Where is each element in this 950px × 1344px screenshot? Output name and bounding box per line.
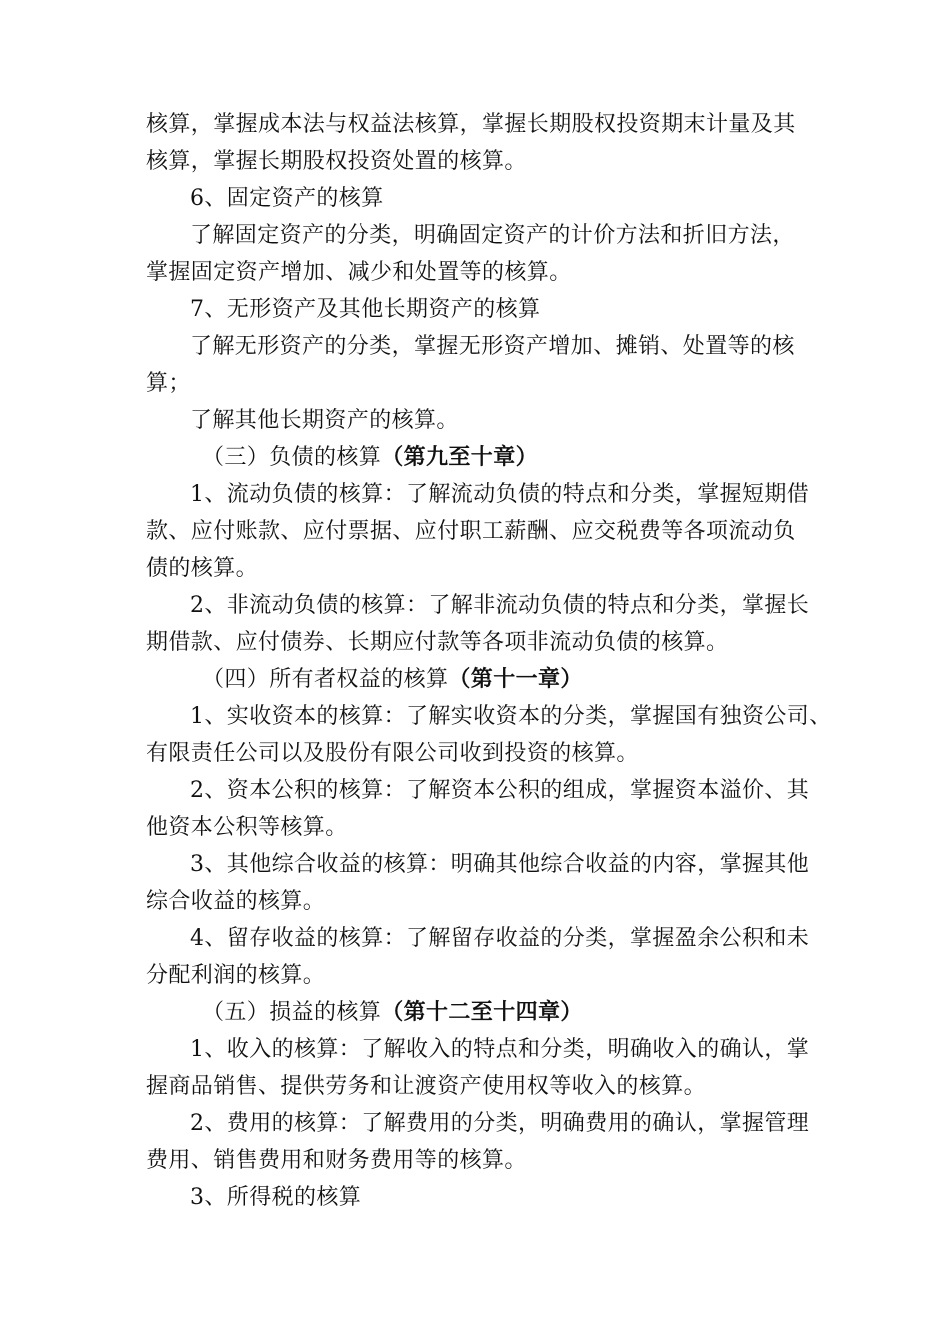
section-title: （三）负债的核算 [202,445,382,470]
item-heading-income-tax: 3、所得税的核算 [190,1185,362,1210]
paragraph-fixed-assets [146,217,816,291]
text-line: 2、资本公积的核算：了解资本公积的组成，掌握资本溢价、其 [190,778,810,803]
paragraph-other-comprehensive-income [146,846,816,920]
section-title: （四）所有者权益的核算 [202,667,449,692]
text-line: 有限责任公司以及股份有限公司收到投资的核算。 [146,741,639,766]
paragraph-intangible-assets [146,328,816,402]
text-line: 了解固定资产的分类，明确固定资产的计价方法和折旧方法， [190,223,795,248]
text-line: 3、其他综合收益的核算：明确其他综合收益的内容，掌握其他 [190,852,810,877]
text-line: 款、应付账款、应付票据、应付职工薪酬、应交税费等各项流动负 [146,519,796,544]
text-line: 综合收益的核算。 [146,889,326,914]
text-line: 核算，掌握长期股权投资处置的核算。 [146,149,527,174]
section-heading-profit-and-loss [146,994,816,1031]
section-heading-owners-equity [146,661,816,698]
paragraph-current-liabilities [146,476,816,587]
item-heading-intangible-assets: 7、无形资产及其他长期资产的核算 [190,297,541,322]
text-line: 算； [146,371,191,396]
item-heading-fixed-assets: 6、固定资产的核算 [190,186,384,211]
paragraph-other-long-term-assets: 了解其他长期资产的核算。 [190,408,459,433]
paragraph-long-term-equity-investment [146,106,816,180]
paragraph-capital-reserve [146,772,816,846]
text-line: 期借款、应付债券、长期应付款等各项非流动负债的核算。 [146,630,729,655]
paragraph-retained-earnings [146,920,816,994]
section-chapter-ref: （第十二至十四章） [381,999,583,1025]
paragraph-revenue [146,1031,816,1105]
text-line: 2、费用的核算：了解费用的分类，明确费用的确认，掌握管理 [190,1111,810,1136]
section-heading-liabilities [146,439,816,476]
section-chapter-ref: （第十一章） [448,666,583,692]
text-line: 了解无形资产的分类，掌握无形资产增加、摊销、处置等的核 [190,334,795,359]
section-title: （五）损益的核算 [202,1000,382,1025]
section-chapter-ref: （第九至十章） [381,444,539,470]
document-body [146,106,832,1216]
text-line: 1、流动负债的核算：了解流动负债的特点和分类，掌握短期借 [190,482,810,507]
paragraph-noncurrent-liabilities [146,587,816,661]
paragraph-expenses [146,1105,816,1179]
text-line: 掌握固定资产增加、减少和处置等的核算。 [146,260,572,285]
text-line: 2、非流动负债的核算：了解非流动负债的特点和分类，掌握长 [190,593,810,618]
text-line: 4、留存收益的核算：了解留存收益的分类，掌握盈余公积和未 [190,926,810,951]
text-line: 核算，掌握成本法与权益法核算，掌握长期股权投资期末计量及其 [146,112,796,137]
text-line: 债的核算。 [146,556,259,581]
paragraph-paid-in-capital [146,698,832,772]
text-line: 1、实收资本的核算：了解实收资本的分类，掌握国有独资公司、 [190,704,832,729]
text-line: 握商品销售、提供劳务和让渡资产使用权等收入的核算。 [146,1074,707,1099]
text-line: 费用、销售费用和财务费用等的核算。 [146,1148,527,1173]
text-line: 1、收入的核算：了解收入的特点和分类，明确收入的确认，掌 [190,1037,810,1062]
text-line: 他资本公积等核算。 [146,815,348,840]
text-line: 分配利润的核算。 [146,963,326,988]
